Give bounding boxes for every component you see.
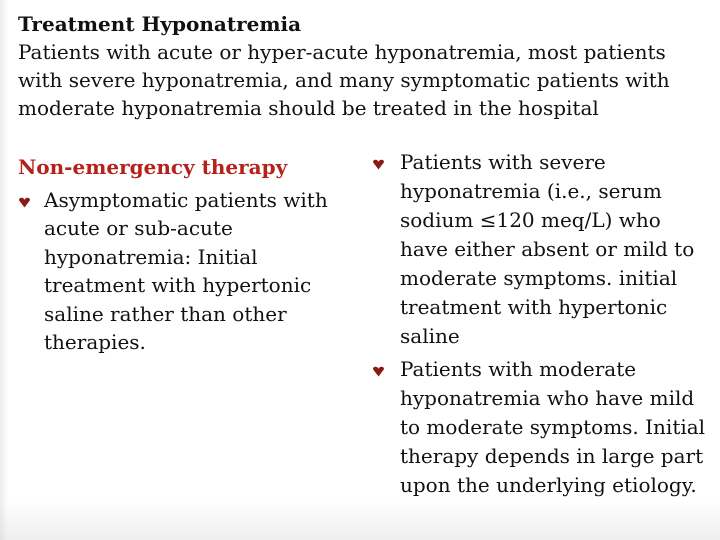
list-item-text: Patients with severe hyponatremia (i.e., serum sodium ≤120 meq/L) who have either absent or mild to moderate symptoms. initial treatment with hypertonic saline [400,150,695,348]
list-item [356,355,706,500]
section-heading: Non-emergency therapy [18,155,288,179]
slide-left-edge-shade [0,0,8,540]
intro-paragraph: Patients with acute or hyper-acute hyponatremia, most patients with severe hyponatremia, and many symptomatic patients with moderate hyponatremia should be treated in the hospital [18,40,670,120]
right-column [356,148,706,500]
intro-block [18,10,708,122]
slide-title: Treatment Hyponatremia [18,12,302,36]
diamond-bullet-icon [356,148,400,170]
list-item [356,148,706,351]
diamond-bullet-icon [18,186,44,208]
list-item-text: Patients with moderate hyponatremia who have mild to moderate symptoms. Initial therapy depends in large part upon the underlying etiology. [400,357,706,497]
left-column [18,153,348,357]
slide-bottom-edge-shade [0,500,720,540]
list-item-text: Asymptomatic patients with acute or sub-acute hyponatremia: Initial treatment with hypertonic saline rather than other therapies. [44,187,328,354]
diamond-bullet-icon [356,355,400,377]
list-item [18,186,348,357]
